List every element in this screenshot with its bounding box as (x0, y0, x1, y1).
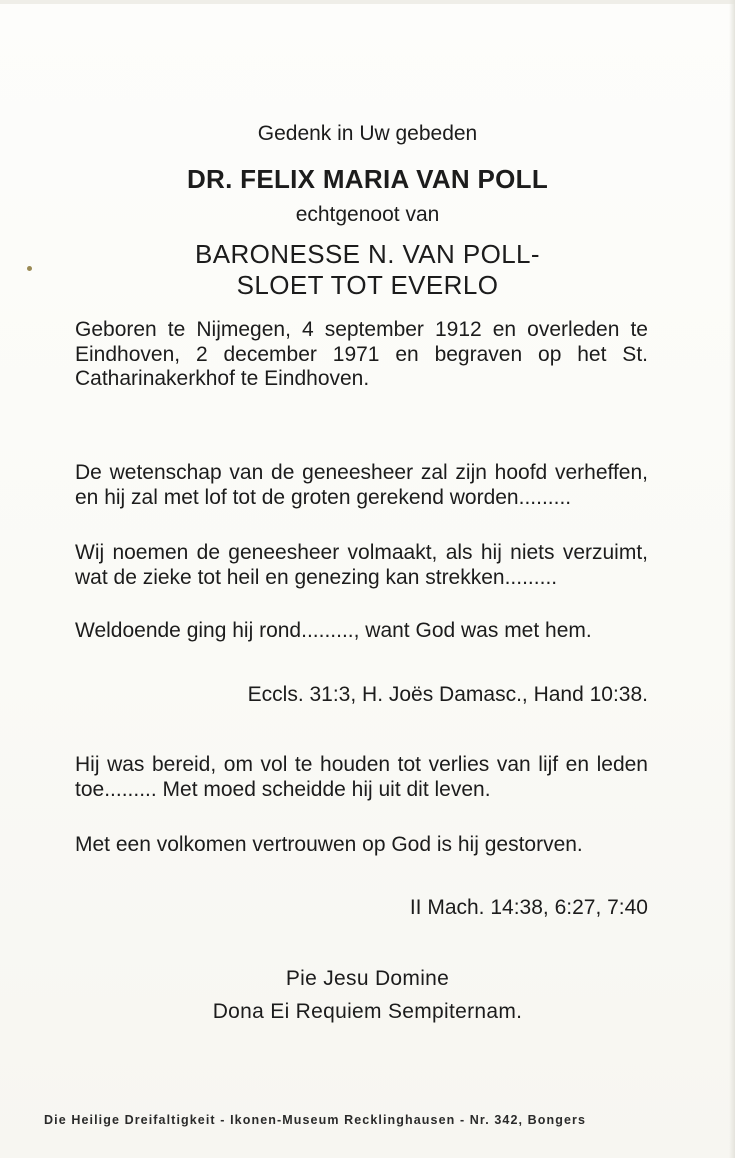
quote2-paragraph2: Met een volkomen vertrouwen op God is hij gestorven. (75, 833, 583, 856)
printer-footer: Die Heilige Dreifaltigkeit - Ikonen-Museum Recklinghausen - Nr. 342, Bongers (44, 1113, 587, 1127)
birth-death-text: Geboren te Nijmegen, 4 september 1912 en overleden te Eindhoven, 2 december 1971 en begraven op het St. Catharinakerkhof te Eindhoven. (75, 318, 648, 390)
quote1-paragraph1: De wetenschap van de geneesheer zal zijn hoofd verheffen, en hij zal met lof tot de groten gerekend worden......... (75, 461, 648, 509)
quote1-reference: Eccls. 31:3, H. Joës Damasc., Hand 10:38. (247, 683, 648, 706)
quote1-paragraph2: Wij noemen de geneesheer volmaakt, als hij niets verzuimt, wat de zieke tot heil en genezing kan strekken......... (75, 541, 648, 589)
card-top-edge (0, 0, 735, 4)
spouse-name-line1: BARONESSE N. VAN POLL- (195, 239, 540, 269)
prayer-line1: Pie Jesu Domine (285, 967, 450, 990)
spouse-name-line2: SLOET TOT EVERLO (236, 270, 499, 300)
quote1-paragraph3: Weldoende ging hij rond........., want God was met hem. (75, 619, 592, 642)
quote2-paragraph1: Hij was bereid, om vol te houden tot verlies van lijf en leden toe......... Met moed scheidde hij uit dit leven. (75, 753, 648, 801)
prayer-line2: Dona Ei Requiem Sempiternam. (212, 1000, 523, 1023)
spouse-label: echtgenoot van (295, 203, 440, 226)
deceased-name: DR. FELIX MARIA VAN POLL (186, 164, 549, 194)
intro-text: Gedenk in Uw gebeden (257, 122, 478, 145)
quote2-reference: II Mach. 14:38, 6:27, 7:40 (409, 896, 648, 919)
